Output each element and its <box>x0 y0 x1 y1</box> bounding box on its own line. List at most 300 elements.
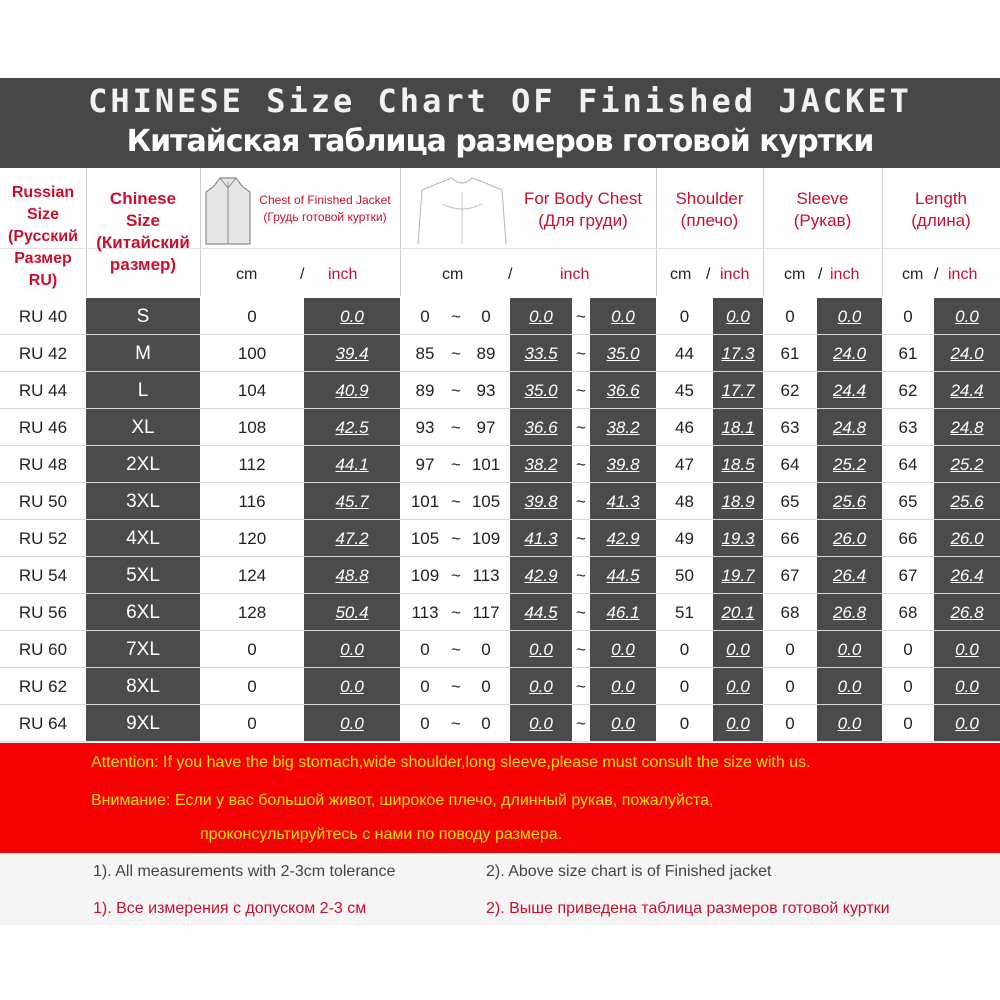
range-tilde: ~ <box>451 639 461 659</box>
shoulder-cm-cell <box>656 520 713 557</box>
table-row <box>0 483 1000 520</box>
body-cm-cell <box>400 483 510 520</box>
sleeve-inch-cell-value: 0.0 <box>837 306 862 326</box>
length-cm-cell <box>882 446 934 483</box>
sleeve-cm-cell <box>763 557 817 594</box>
length-cm-cell-value: 61 <box>898 343 918 363</box>
shoulder-inch-cell <box>713 557 763 594</box>
length-inch-cell <box>934 483 1000 520</box>
shoulder-cm-cell-value: 44 <box>675 343 694 363</box>
cn-size-cell <box>86 668 200 705</box>
body-cm-cell <box>400 372 510 409</box>
sleeve-cm-cell-value: 63 <box>780 417 800 437</box>
shoulder-inch-cell <box>713 372 763 409</box>
body-max-cm: 0 <box>481 676 491 696</box>
shoulder-inch-cell <box>713 631 763 668</box>
cn-size-cell-value: 4XL <box>126 527 160 549</box>
ru-size-cell <box>0 668 86 705</box>
attention-panel <box>0 743 1000 853</box>
ru-size-cell-value: RU 64 <box>18 713 68 733</box>
header-shoulder: Shoulder (плечо) <box>675 189 744 230</box>
jacket-icon <box>204 174 252 246</box>
body-min-inch-cell <box>510 446 572 483</box>
table-row <box>0 594 1000 631</box>
table-row <box>0 668 1000 705</box>
cn-size-cell-value: 5XL <box>126 564 160 586</box>
unit-inch: inch <box>720 266 750 283</box>
length-cm-cell <box>882 409 934 446</box>
body-max-cm: 89 <box>476 343 496 363</box>
shoulder-inch-cell-value: 17.3 <box>721 343 755 363</box>
shoulder-inch-cell-value: 18.5 <box>721 454 755 474</box>
chest-inch-cell-value: 39.4 <box>335 343 369 363</box>
cn-size-cell-value: 8XL <box>126 675 160 697</box>
sleeve-inch-cell-value: 26.0 <box>832 528 867 548</box>
header-chest-finished: Chest of Finished Jacket (Грудь готовой куртки) <box>259 193 391 224</box>
cn-size-cell-value: 2XL <box>126 453 160 475</box>
range-tilde: ~ <box>451 343 461 363</box>
sleeve-inch-cell <box>817 557 882 594</box>
body-max-inch-cell-value: 39.8 <box>606 454 640 474</box>
ru-size-cell <box>0 631 86 668</box>
length-inch-cell <box>934 372 1000 409</box>
body-max-inch-cell <box>590 446 656 483</box>
cn-size-cell <box>86 409 200 446</box>
length-cm-cell <box>882 557 934 594</box>
ru-size-cell-value: RU 44 <box>18 380 68 400</box>
sleeve-inch-cell <box>817 335 882 372</box>
body-min-cm: 97 <box>415 454 435 474</box>
length-inch-cell-value: 25.6 <box>950 491 984 511</box>
chest-cm-cell-value: 0 <box>247 713 257 733</box>
sleeve-cm-cell <box>763 298 817 335</box>
length-cm-cell-value: 64 <box>898 454 918 474</box>
sleeve-cm-cell <box>763 409 817 446</box>
sleeve-cm-cell-value: 61 <box>780 343 800 363</box>
shoulder-inch-cell-value: 0.0 <box>726 676 750 696</box>
body-min-inch-cell-value: 38.2 <box>524 454 558 474</box>
chest-cm-cell-value: 124 <box>237 565 267 585</box>
body-min-cm: 93 <box>415 417 435 437</box>
body-min-inch-cell-value: 36.6 <box>524 417 558 437</box>
body-cm-cell <box>400 594 510 631</box>
unit-inch: inch <box>948 266 978 283</box>
length-cm-cell <box>882 631 934 668</box>
length-inch-cell-value: 26.0 <box>950 528 984 548</box>
chest-cm-cell <box>200 705 304 742</box>
cn-size-cell-value: M <box>135 342 151 364</box>
ru-size-cell <box>0 335 86 372</box>
ru-size-cell <box>0 594 86 631</box>
length-inch-cell <box>934 668 1000 705</box>
cn-size-cell <box>86 372 200 409</box>
ru-size-cell <box>0 705 86 742</box>
length-cm-cell-value: 67 <box>898 565 918 585</box>
attention-russian-line-2: проконсультируйтесь с нами по поводу размера. <box>200 826 563 843</box>
note-2-russian: 2). Выше приведена таблица размеров готовой куртки <box>486 900 890 917</box>
shoulder-cm-cell <box>656 298 713 335</box>
sleeve-inch-cell-value: 26.4 <box>832 565 867 585</box>
cn-size-cell <box>86 520 200 557</box>
length-inch-cell-value: 26.8 <box>950 602 984 622</box>
ru-size-cell-value: RU 50 <box>18 491 68 511</box>
body-min-cm: 85 <box>415 343 435 363</box>
length-inch-cell-value: 0.0 <box>955 306 979 326</box>
sleeve-cm-cell <box>763 520 817 557</box>
sleeve-inch-cell <box>817 298 882 335</box>
chest-inch-cell-value: 44.1 <box>335 454 369 474</box>
chest-cm-cell-value: 0 <box>247 306 257 326</box>
unit-slash: / <box>300 266 305 283</box>
sleeve-inch-cell <box>817 446 882 483</box>
length-cm-cell <box>882 372 934 409</box>
chest-inch-cell <box>304 298 400 335</box>
body-min-cm: 0 <box>420 639 430 659</box>
unit-slash: / <box>818 266 823 283</box>
table-row <box>0 409 1000 446</box>
chest-inch-cell-value: 50.4 <box>335 602 369 622</box>
table-row <box>0 335 1000 372</box>
length-inch-cell <box>934 446 1000 483</box>
sleeve-cm-cell-value: 64 <box>780 454 800 474</box>
chest-inch-cell <box>304 594 400 631</box>
sleeve-inch-cell <box>817 705 882 742</box>
length-inch-cell-value: 26.4 <box>950 565 984 585</box>
body-inch-tilde: ~ <box>576 380 586 400</box>
cn-size-cell-value: S <box>136 305 150 327</box>
chest-inch-cell-value: 45.7 <box>335 491 369 511</box>
shoulder-cm-cell-value: 51 <box>675 602 694 622</box>
sleeve-inch-cell-value: 24.0 <box>832 343 867 363</box>
ru-size-cell-value: RU 62 <box>18 676 68 696</box>
body-max-inch-cell <box>590 520 656 557</box>
body-min-inch-cell-value: 33.5 <box>524 343 558 363</box>
body-max-inch-cell-value: 0.0 <box>611 639 635 659</box>
body-inch-tilde: ~ <box>576 343 586 363</box>
length-inch-cell <box>934 557 1000 594</box>
shoulder-inch-cell-value: 20.1 <box>721 602 755 622</box>
chest-cm-cell <box>200 631 304 668</box>
body-min-cm: 101 <box>410 491 440 511</box>
body-min-inch-cell <box>510 335 572 372</box>
shoulder-cm-cell <box>656 631 713 668</box>
chest-cm-cell <box>200 520 304 557</box>
ru-size-cell-value: RU 46 <box>18 417 68 437</box>
length-cm-cell <box>882 335 934 372</box>
shoulder-cm-cell <box>656 705 713 742</box>
body-max-inch-cell <box>590 594 656 631</box>
shoulder-inch-cell <box>713 705 763 742</box>
length-cm-cell <box>882 668 934 705</box>
chest-inch-cell <box>304 705 400 742</box>
sleeve-cm-cell-value: 0 <box>785 713 795 733</box>
chest-cm-cell-value: 120 <box>237 528 267 548</box>
body-inch-tilde: ~ <box>576 528 586 548</box>
cn-size-cell-value: 9XL <box>126 712 160 734</box>
shoulder-inch-cell <box>713 298 763 335</box>
range-tilde: ~ <box>451 491 461 511</box>
chest-inch-cell-value: 42.5 <box>335 417 369 437</box>
body-cm-cell <box>400 668 510 705</box>
chest-cm-cell <box>200 668 304 705</box>
body-cm-cell <box>400 409 510 446</box>
shoulder-cm-cell <box>656 446 713 483</box>
unit-inch: inch <box>560 266 590 283</box>
shoulder-cm-cell <box>656 335 713 372</box>
unit-slash: / <box>706 266 711 283</box>
ru-size-cell-value: RU 40 <box>18 306 68 326</box>
sleeve-cm-cell-value: 0 <box>785 639 795 659</box>
sleeve-cm-cell-value: 67 <box>780 565 800 585</box>
body-max-inch-cell-value: 0.0 <box>611 713 635 733</box>
title-banner <box>0 78 1000 168</box>
unit-inch: inch <box>328 266 358 283</box>
shoulder-cm-cell-value: 48 <box>675 491 694 511</box>
shoulder-inch-cell <box>713 335 763 372</box>
cn-size-cell <box>86 446 200 483</box>
sleeve-inch-cell-value: 25.2 <box>832 454 867 474</box>
length-inch-cell-value: 0.0 <box>955 713 979 733</box>
shoulder-cm-cell-value: 46 <box>675 417 694 437</box>
unit-slash: / <box>934 266 939 283</box>
table-row <box>0 557 1000 594</box>
body-max-inch-cell <box>590 705 656 742</box>
body-min-inch-cell-value: 0.0 <box>529 306 553 326</box>
cn-size-cell <box>86 557 200 594</box>
chest-cm-cell <box>200 557 304 594</box>
sleeve-inch-cell-value: 0.0 <box>837 639 862 659</box>
chest-inch-cell <box>304 446 400 483</box>
body-cm-cell <box>400 335 510 372</box>
body-min-cm: 113 <box>411 602 439 622</box>
body-min-inch-cell-value: 42.9 <box>524 565 558 585</box>
body-max-inch-cell-value: 41.3 <box>606 491 640 511</box>
body-min-inch-cell <box>510 631 572 668</box>
body-max-inch-cell <box>590 631 656 668</box>
row-divider <box>0 741 1000 742</box>
body-cm-cell <box>400 446 510 483</box>
chest-cm-cell <box>200 446 304 483</box>
body-cm-cell <box>400 298 510 335</box>
unit-slash: / <box>508 266 513 283</box>
shoulder-inch-cell <box>713 409 763 446</box>
body-max-inch-cell-value: 0.0 <box>611 306 635 326</box>
table-row <box>0 520 1000 557</box>
shoulder-inch-cell-value: 17.7 <box>721 380 755 400</box>
chest-cm-cell <box>200 298 304 335</box>
sleeve-cm-cell <box>763 668 817 705</box>
shoulder-inch-cell <box>713 594 763 631</box>
length-cm-cell-value: 0 <box>903 306 913 326</box>
body-inch-tilde: ~ <box>576 491 586 511</box>
body-max-cm: 0 <box>481 306 491 326</box>
table-row <box>0 446 1000 483</box>
shoulder-inch-cell-value: 19.7 <box>721 565 755 585</box>
shoulder-cm-cell-value: 0 <box>679 713 690 733</box>
length-cm-cell-value: 66 <box>898 528 918 548</box>
body-max-inch-cell <box>590 372 656 409</box>
ru-size-cell <box>0 557 86 594</box>
body-max-cm: 97 <box>476 417 496 437</box>
shoulder-cm-cell <box>656 409 713 446</box>
unit-inch: inch <box>830 266 860 283</box>
body-min-inch-cell-value: 35.0 <box>524 380 558 400</box>
chest-cm-cell <box>200 335 304 372</box>
body-min-inch-cell-value: 41.3 <box>524 528 558 548</box>
shoulder-cm-cell <box>656 372 713 409</box>
body-max-cm: 105 <box>471 491 501 511</box>
cn-size-cell <box>86 705 200 742</box>
chest-cm-cell-value: 112 <box>238 454 266 474</box>
sleeve-cm-cell-value: 65 <box>780 491 800 511</box>
chest-cm-cell-value: 104 <box>237 380 267 400</box>
body-min-inch-cell <box>510 372 572 409</box>
chest-cm-cell-value: 108 <box>237 417 267 437</box>
body-inch-tilde: ~ <box>576 454 586 474</box>
title-russian: Китайская таблица размеров готовой куртки <box>126 124 874 159</box>
header-body-chest: For Body Chest (Для груди) <box>523 189 643 230</box>
length-inch-cell <box>934 298 1000 335</box>
header-sleeve: Sleeve (Рукав) <box>793 189 852 230</box>
body-max-inch-cell-value: 0.0 <box>611 676 635 696</box>
sleeve-cm-cell <box>763 705 817 742</box>
body-max-cm: 0 <box>481 639 491 659</box>
body-max-inch-cell-value: 44.5 <box>606 565 640 585</box>
shoulder-inch-cell-value: 18.9 <box>721 491 755 511</box>
length-cm-cell <box>882 298 934 335</box>
body-inch-tilde: ~ <box>576 417 586 437</box>
ru-size-cell-value: RU 56 <box>18 602 68 622</box>
body-min-inch-cell <box>510 668 572 705</box>
cn-size-cell <box>86 335 200 372</box>
unit-cm: cm <box>784 266 806 283</box>
sleeve-cm-cell <box>763 631 817 668</box>
length-cm-cell-value: 62 <box>898 380 918 400</box>
range-tilde: ~ <box>451 713 461 733</box>
shoulder-cm-cell-value: 0 <box>679 306 690 326</box>
ru-size-cell <box>0 483 86 520</box>
body-min-cm: 109 <box>410 565 440 585</box>
body-inch-tilde: ~ <box>576 306 586 326</box>
range-tilde: ~ <box>451 565 461 585</box>
shoulder-cm-cell-value: 49 <box>675 528 694 548</box>
sleeve-inch-cell-value: 0.0 <box>837 713 862 733</box>
length-cm-cell <box>882 705 934 742</box>
unit-cm: cm <box>902 266 924 283</box>
unit-cm: cm <box>236 266 258 283</box>
range-tilde: ~ <box>451 676 461 696</box>
chest-inch-cell-value: 0.0 <box>340 713 364 733</box>
body-max-inch-cell-value: 46.1 <box>606 602 640 622</box>
table-row <box>0 372 1000 409</box>
note-2-english: 2). Above size chart is of Finished jacket <box>486 863 772 880</box>
sleeve-inch-cell <box>817 483 882 520</box>
ru-size-cell <box>0 298 86 335</box>
length-inch-cell <box>934 594 1000 631</box>
cn-size-cell <box>86 631 200 668</box>
length-inch-cell-value: 24.0 <box>950 343 984 363</box>
header-russian-size: Russian Size (Русский Размер RU) <box>8 184 78 289</box>
table-row <box>0 298 1000 335</box>
body-min-cm: 0 <box>420 306 430 326</box>
length-cm-cell <box>882 594 934 631</box>
table-row <box>0 705 1000 742</box>
length-cm-cell-value: 0 <box>903 639 913 659</box>
body-min-inch-cell-value: 0.0 <box>529 713 553 733</box>
unit-cm: cm <box>442 266 464 283</box>
ru-size-cell-value: RU 48 <box>18 454 68 474</box>
sleeve-cm-cell-value: 62 <box>780 380 800 400</box>
shoulder-inch-cell <box>713 483 763 520</box>
body-inch-tilde: ~ <box>576 676 586 696</box>
body-cm-cell <box>400 631 510 668</box>
range-tilde: ~ <box>451 306 461 326</box>
body-max-cm: 93 <box>476 380 496 400</box>
sleeve-inch-cell <box>817 372 882 409</box>
body-cm-cell <box>400 705 510 742</box>
chest-cm-cell <box>200 372 304 409</box>
shoulder-inch-cell-value: 0.0 <box>726 306 750 326</box>
chest-cm-cell <box>200 409 304 446</box>
length-inch-cell-value: 24.8 <box>950 417 984 437</box>
length-inch-cell <box>934 705 1000 742</box>
body-min-inch-cell-value: 0.0 <box>529 676 553 696</box>
shoulder-cm-cell-value: 50 <box>675 565 694 585</box>
length-cm-cell <box>882 483 934 520</box>
body-min-inch-cell-value: 39.8 <box>524 491 558 511</box>
chest-inch-cell <box>304 335 400 372</box>
note-1-english: 1). All measurements with 2-3cm tolerance <box>93 863 396 880</box>
length-inch-cell <box>934 409 1000 446</box>
body-max-cm: 101 <box>471 454 501 474</box>
body-max-inch-cell-value: 36.6 <box>606 380 640 400</box>
shoulder-cm-cell-value: 0 <box>679 676 690 696</box>
cn-size-cell-value: 3XL <box>126 490 160 512</box>
length-cm-cell-value: 68 <box>898 602 918 622</box>
length-inch-cell <box>934 520 1000 557</box>
body-min-inch-cell-value: 0.0 <box>529 639 553 659</box>
body-min-cm: 89 <box>415 380 435 400</box>
cn-size-cell-value: XL <box>131 416 155 438</box>
chest-cm-cell-value: 128 <box>237 602 267 622</box>
shoulder-inch-cell <box>713 668 763 705</box>
shoulder-cm-cell-value: 0 <box>679 639 690 659</box>
body-min-inch-cell <box>510 594 572 631</box>
sleeve-cm-cell <box>763 594 817 631</box>
body-max-inch-cell <box>590 409 656 446</box>
sleeve-cm-cell <box>763 335 817 372</box>
ru-size-cell <box>0 446 86 483</box>
chest-cm-cell <box>200 483 304 520</box>
length-inch-cell-value: 0.0 <box>955 676 979 696</box>
chest-cm-cell <box>200 594 304 631</box>
sleeve-cm-cell-value: 66 <box>780 528 800 548</box>
sleeve-inch-cell-value: 26.8 <box>832 602 867 622</box>
chest-inch-cell <box>304 631 400 668</box>
shoulder-cm-cell <box>656 483 713 520</box>
body-max-inch-cell <box>590 668 656 705</box>
shoulder-cm-cell-value: 45 <box>675 380 694 400</box>
shoulder-cm-cell <box>656 668 713 705</box>
shoulder-cm-cell <box>656 594 713 631</box>
body-min-inch-cell-value: 44.5 <box>524 602 558 622</box>
cn-size-cell <box>86 298 200 335</box>
attention-russian-line-1: Внимание: Если у вас большой живот, широкое плечо, длинный рукав, пожалуйста, <box>91 792 714 809</box>
sleeve-inch-cell-value: 0.0 <box>837 676 862 696</box>
chest-inch-cell-value: 47.2 <box>335 528 369 548</box>
body-max-inch-cell-value: 42.9 <box>606 528 640 548</box>
chest-cm-cell-value: 0 <box>247 676 257 696</box>
